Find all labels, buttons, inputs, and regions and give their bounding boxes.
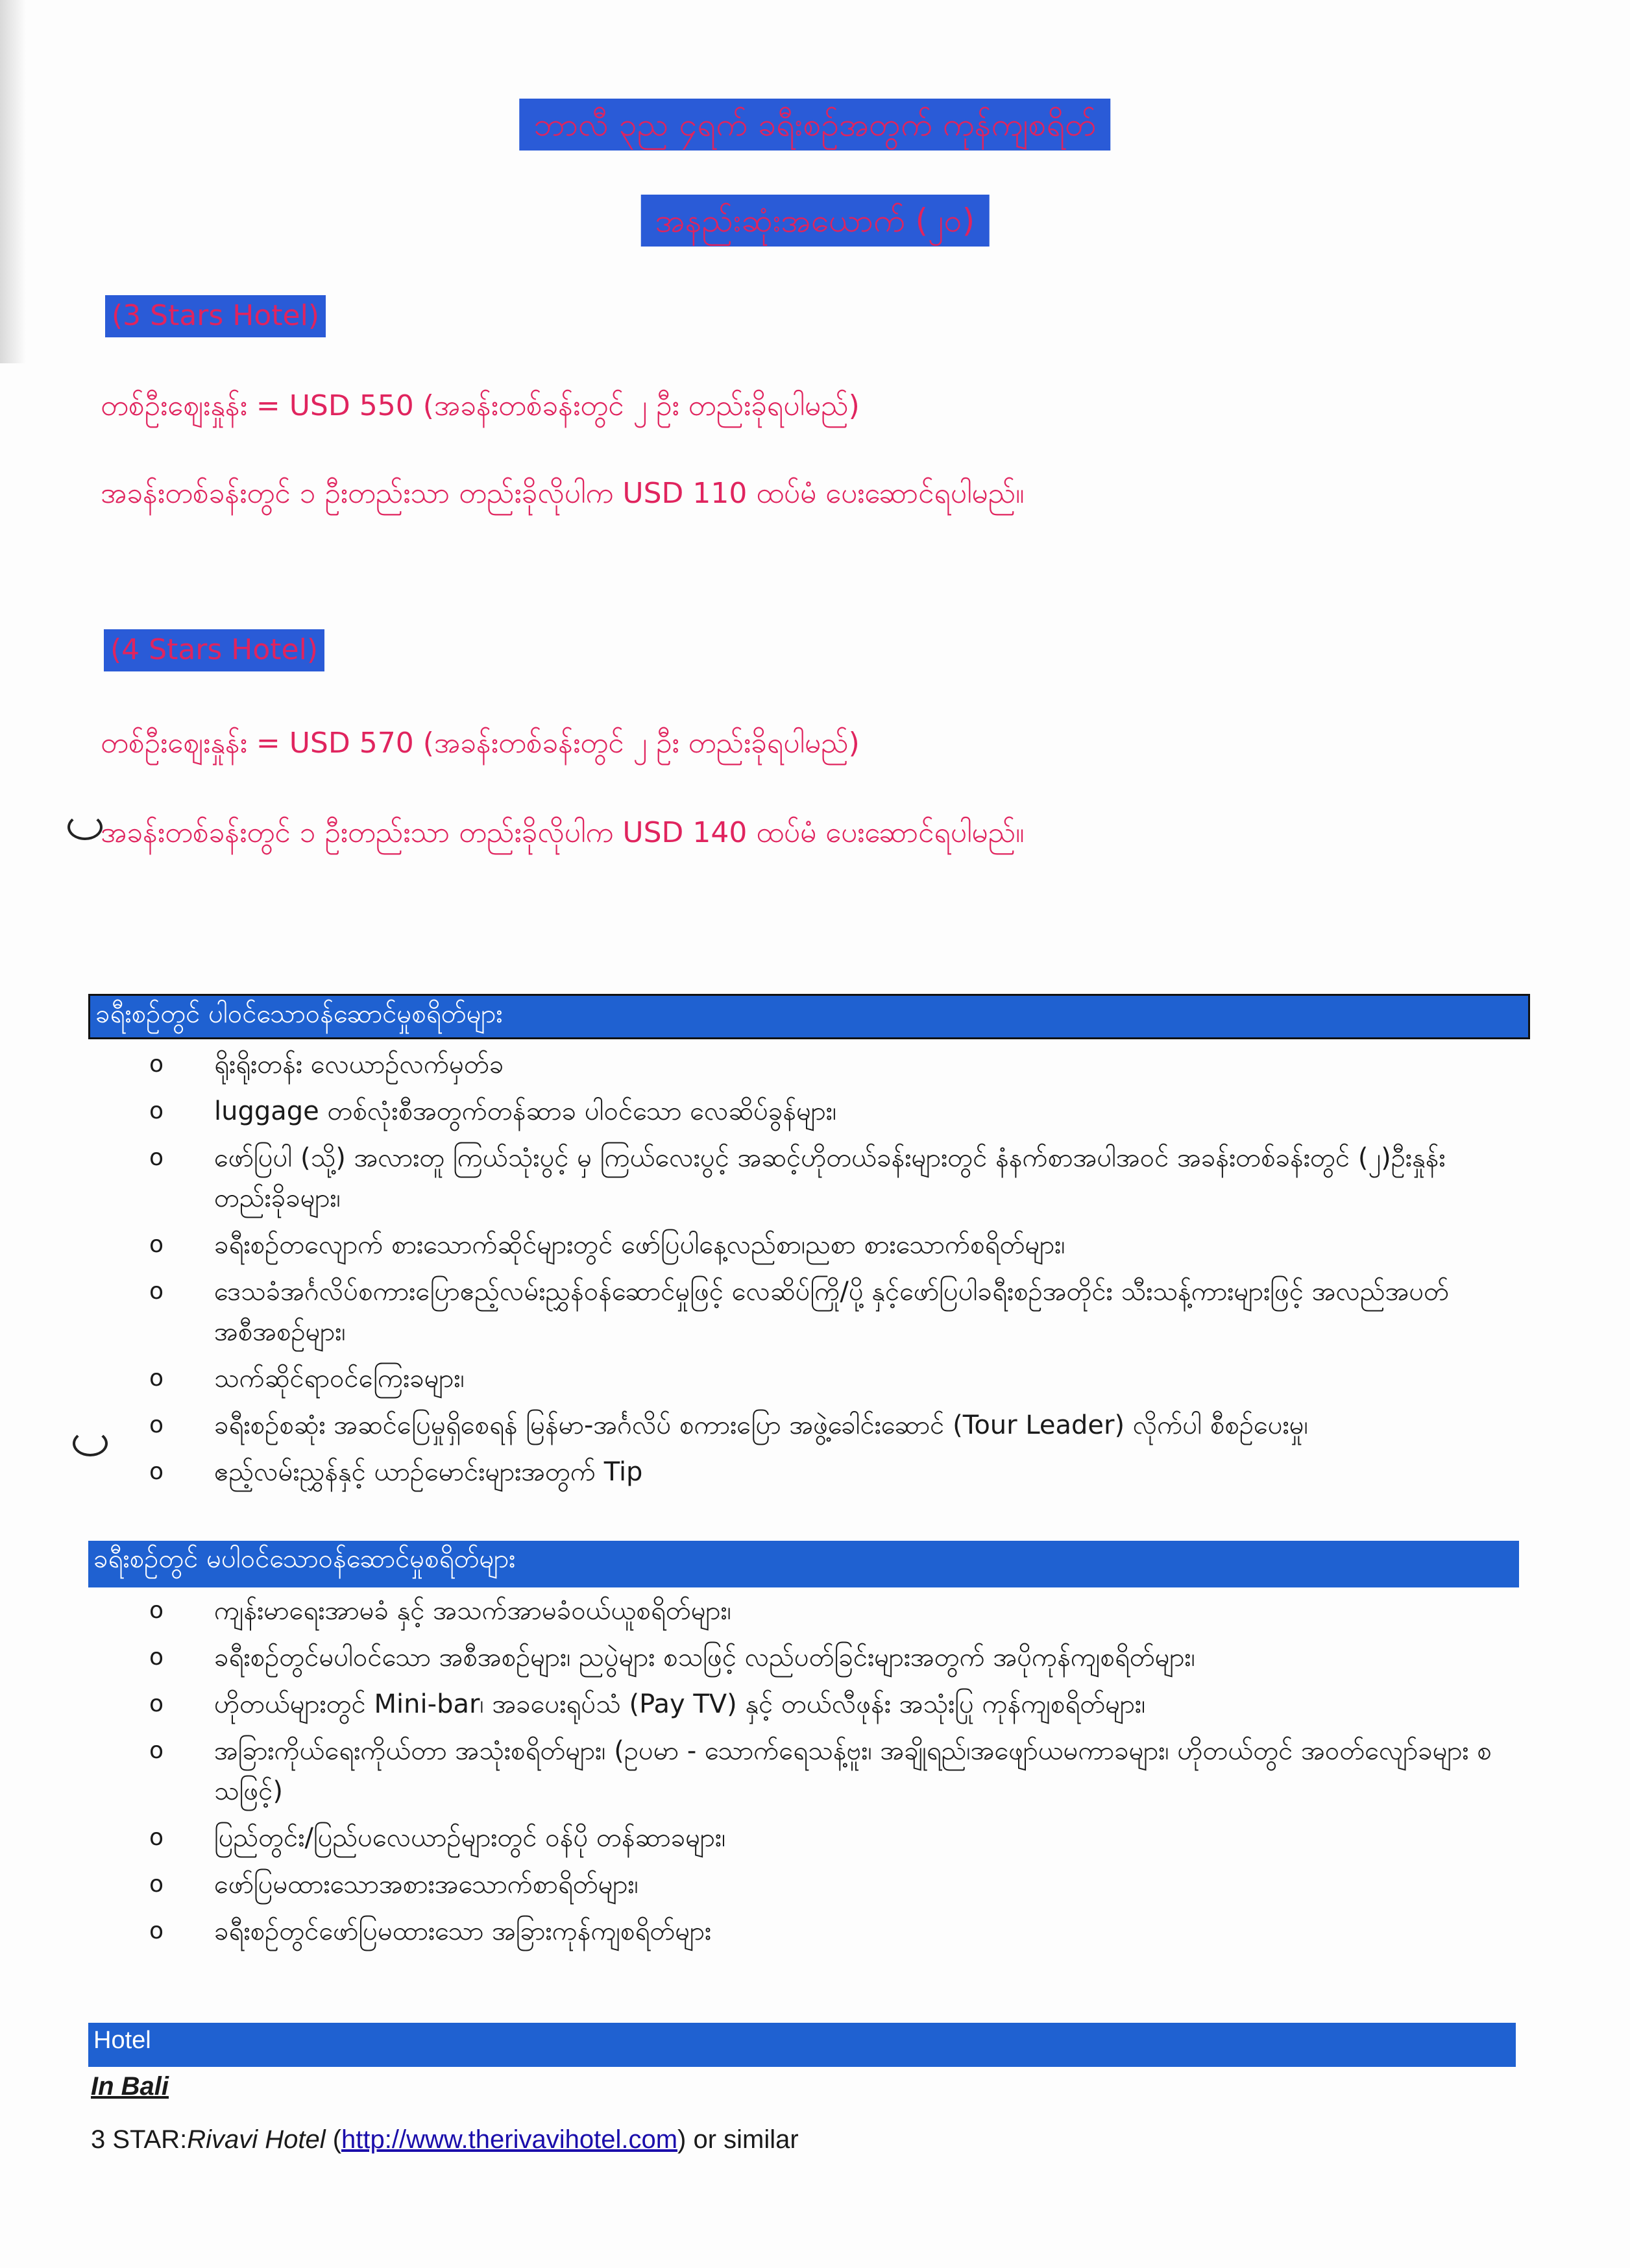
bullet-icon: o (149, 1051, 164, 1078)
bullet-icon: o (149, 1231, 164, 1258)
hotel-name: Rivavi Hotel (187, 2125, 326, 2154)
list-item: o ဟိုတယ်များတွင် Mini-bar၊ အခပေးရုပ်သံ (Pay TV) နှင့် တယ်လီဖုန်း အသုံးပြု ကုန်ကျစရိတ်များ၊ (149, 1684, 1512, 1724)
list-item: o ပြည်တွင်း/ပြည်ပလေယာဉ်များတွင် ဝန်ပို တန်ဆာခများ၊ (149, 1818, 1512, 1858)
list-item: o ခရီးစဉ်တွင်မပါဝင်သော အစီအစဉ်များ၊ ညပွဲများ စသဖြင့် လည်ပတ်ခြင်းများအတွက် အပိုကုန်ကျစရိတ်များ၊ (149, 1637, 1512, 1678)
hotel-star-label: 3 STAR: (91, 2125, 188, 2154)
single-supplement-3-star: အခန်းတစ်ခန်းတွင် ၁ ဦးတည်းသာ တည်းခိုလိုပါက USD 110 ထပ်မံ ပေးဆောင်ရပါမည်။ (101, 477, 1025, 510)
bullet-icon: o (149, 1918, 164, 1944)
bullet-icon: o (149, 1691, 164, 1717)
bullet-icon: o (149, 1412, 164, 1438)
list-item: o ဧည့်လမ်းညွှန်နှင့် ယာဉ်မောင်းများအတွက် Tip (149, 1452, 1512, 1492)
list-item: o ကျန်းမာရေးအာမခံ နှင့် အသက်အာမခံဝယ်ယူစရိတ်များ၊ (149, 1591, 1512, 1631)
bullet-icon: o (149, 1597, 164, 1624)
hotel-website-link[interactable]: http://www.therivavihotel.com (341, 2125, 678, 2154)
single-supplement-4-star: အခန်းတစ်ခန်းတွင် ၁ ဦးတည်းသာ တည်းခိုလိုပါက USD 140 ထပ်မံ ပေးဆောင်ရပါမည်။ (101, 816, 1025, 849)
hotel-entry (91, 2125, 799, 2154)
list-item: o ခရီးစဉ်တွင်ဖော်ပြမထားသော အခြားကုန်ကျစရိတ်များ (149, 1911, 1512, 1951)
bullet-icon: o (149, 1871, 164, 1898)
hotel-location: In Bali (91, 2072, 169, 2101)
excluded-list (149, 1591, 1512, 1958)
included-section-heading: ခရီးစဉ်တွင် ပါဝင်သောဝန်ဆောင်မှုစရိတ်များ (88, 994, 1530, 1039)
hotel-paren-open: ( (325, 2125, 342, 2154)
price-line-3-star: တစ်ဦးဈေးနှုန်း = USD 550 (အခန်းတစ်ခန်းတွင် ၂ ဦး တည်းခိုရပါမည်) (101, 389, 860, 422)
list-item: o ဒေသခံအင်္ဂလိပ်စကားပြောဧည့်လမ်းညွှန်ဝန်ဆောင်မှုဖြင့် လေဆိပ်ကြို/ပို့ နှင့်ဖော်ပြပါခရီးစဉ်အတိုင်း သီးသန့်ကားများဖြင့် အလည်အပတ်အစီအစဉ်များ၊ (149, 1272, 1512, 1352)
hotel-section-heading: Hotel (88, 2023, 1516, 2067)
page-title: ဘာလီ ၃ည ၄ရက် ခရီးစဉ်အတွက် ကုန်ကျစရိတ် (519, 99, 1110, 151)
bullet-icon: o (149, 1098, 164, 1124)
list-item: o ရိုးရိုးတန်း လေယာဉ်လက်မှတ်ခ (149, 1044, 1512, 1085)
list-item: o အခြားကိုယ်ရေးကိုယ်တာ အသုံးစရိတ်များ၊ (ဥပမာ - သောက်ရေသန့်ဗူး၊ အချိုရည်၊အဖျော်ယမကာခများ၊ ဟိုတယ်တွင် အဝတ်လျော်ခများ စသဖြင့်) (149, 1731, 1512, 1811)
list-item: o luggage တစ်လုံးစီအတွက်တန်ဆာခ ပါဝင်သော လေဆိပ်ခွန်များ၊ (149, 1091, 1512, 1131)
bullet-icon: o (149, 1824, 164, 1851)
list-item: o ခရီးစဉ်စဆုံး အဆင်ပြေမှုရှိစေရန် မြန်မာ-အင်္ဂလိပ် စကားပြော အဖွဲ့ခေါင်းဆောင် (Tour Leader) လိုက်ပါ စီစဉ်ပေးမှု၊ (149, 1405, 1512, 1445)
price-line-4-star: တစ်ဦးဈေးနှုန်း = USD 570 (အခန်းတစ်ခန်းတွင် ၂ ဦး တည်းခိုရပါမည်) (101, 727, 860, 760)
bullet-icon: o (149, 1144, 164, 1171)
hotel-tier-tag-3-star: (3 Stars Hotel) (105, 295, 326, 337)
punch-hole-mark (67, 814, 103, 840)
bullet-icon: o (149, 1458, 164, 1485)
page-subtitle: အနည်းဆုံးအယောက် (၂၀) (641, 195, 990, 247)
punch-hole-mark (73, 1430, 108, 1456)
bullet-icon: o (149, 1644, 164, 1671)
list-item: o သက်ဆိုင်ရာဝင်ကြေးခများ၊ (149, 1358, 1512, 1399)
hotel-tier-tag-4-star: (4 Stars Hotel) (104, 629, 324, 671)
hotel-suffix: ) or similar (677, 2125, 799, 2154)
list-item: o ခရီးစဉ်တလျောက် စားသောက်ဆိုင်များတွင် ဖော်ပြပါနေ့လည်စာ၊ညစာ စားသောက်စရိတ်များ၊ (149, 1225, 1512, 1265)
excluded-section-heading: ခရီးစဉ်တွင် မပါဝင်သောဝန်ဆောင်မှုစရိတ်များ (88, 1541, 1519, 1587)
bullet-icon: o (149, 1278, 164, 1305)
paper-edge-shadow (0, 0, 26, 363)
list-item: o ဖော်ပြပါ (သို့) အလားတူ ကြယ်သုံးပွင့် မှ ကြယ်လေးပွင့် အဆင့်ဟိုတယ်ခန်းများတွင် နံနက်စာအပါအဝင် အခန်းတစ်ခန်းတွင် (၂)ဦးနှုန်း တည်းခိုခများ၊ (149, 1138, 1512, 1218)
list-item: o ဖော်ပြမထားသောအစားအသောက်စာရိတ်များ၊ (149, 1864, 1512, 1905)
bullet-icon: o (149, 1737, 164, 1764)
included-list (149, 1044, 1512, 1499)
bullet-icon: o (149, 1365, 164, 1392)
